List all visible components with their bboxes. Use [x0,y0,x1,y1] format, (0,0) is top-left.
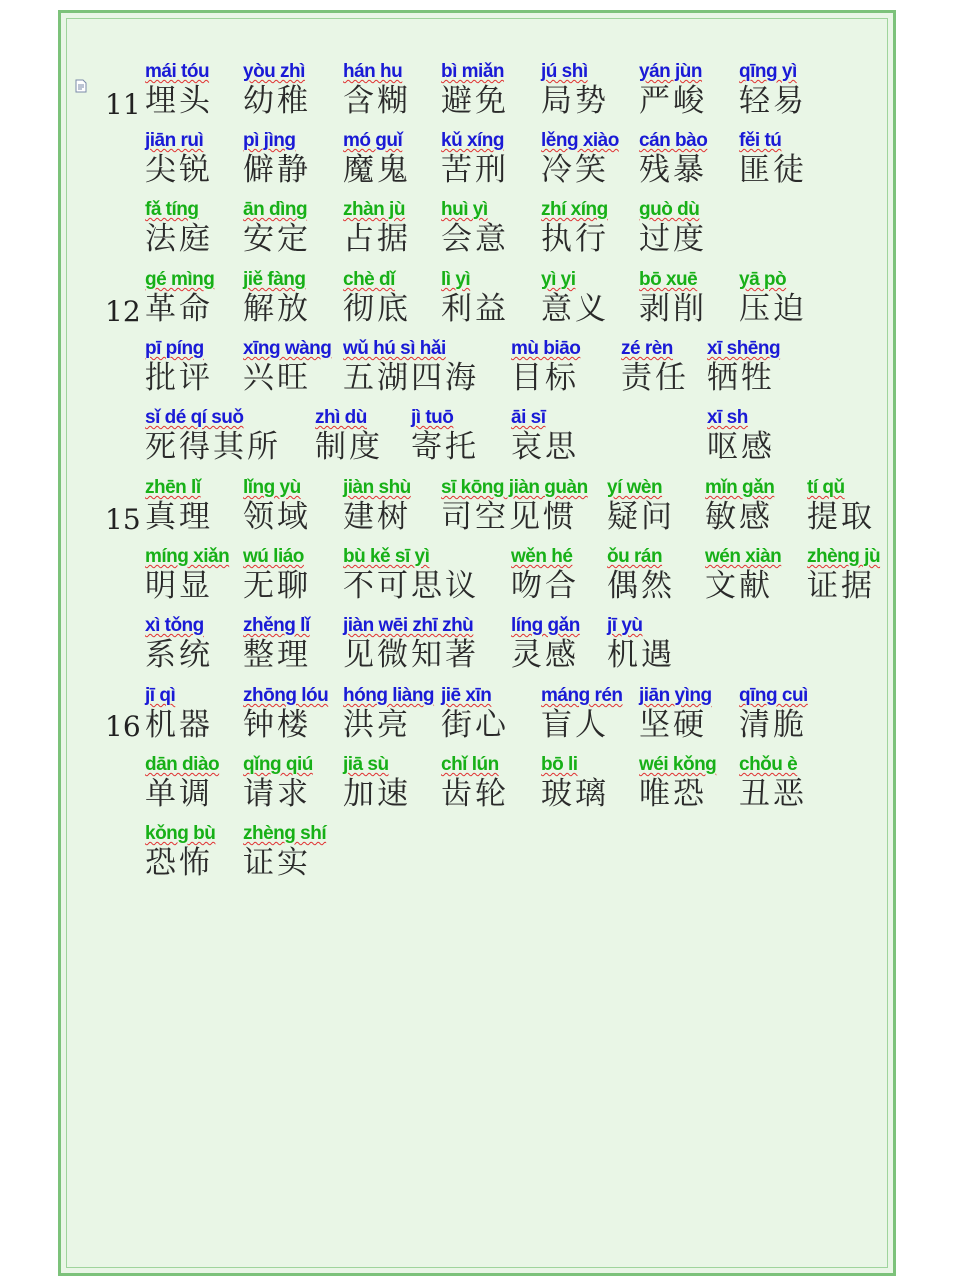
hanzi: 残暴 [639,152,707,188]
vocab-word [243,338,331,396]
vocab-word [541,269,609,327]
vocab-word [511,615,580,673]
hanzi: 占据 [343,221,411,257]
pinyin: dān diào [145,754,220,775]
pinyin: qǐng qiú [243,754,313,775]
vocab-word [707,338,780,396]
hanzi: 唯恐 [639,776,707,812]
hanzi: 加速 [343,776,411,812]
hanzi: 冷笑 [541,152,609,188]
hanzi: 彻底 [343,291,411,327]
hanzi: 法庭 [145,221,213,257]
hanzi: 钟楼 [243,707,311,743]
pinyin: hóng liàng [343,685,435,706]
vocab-word [739,269,807,327]
hanzi: 偶然 [607,568,675,604]
pinyin: yā pò [739,269,787,290]
vocab-word [343,546,479,604]
hanzi: 死得其所 [145,429,281,465]
hanzi: 真理 [145,499,213,535]
vocab-word [343,615,479,673]
pinyin: máng rén [541,685,623,706]
vocab-word [145,546,229,604]
vocab-word [441,477,588,535]
hanzi: 系统 [145,637,213,673]
vocabulary-sheet [58,10,896,1276]
pinyin: āi sī [511,407,546,428]
hanzi: 解放 [243,291,311,327]
hanzi: 文献 [705,568,773,604]
hanzi: 避免 [441,83,509,119]
hanzi: 疑问 [607,499,675,535]
hanzi: 齿轮 [441,776,509,812]
pinyin: zhèng shí [243,823,327,844]
hanzi: 单调 [145,776,213,812]
hanzi: 局势 [541,83,609,119]
hanzi: 证实 [243,845,311,881]
vocab-word [145,754,219,812]
vocab-word [243,199,311,257]
pinyin: lǐng yù [243,477,301,498]
vocab-word [145,407,281,465]
pinyin: zhēn lǐ [145,477,201,498]
pinyin: huì yì [441,199,488,220]
vocab-word [145,199,213,257]
vocab-word [243,269,311,327]
hanzi: 剥削 [639,291,707,327]
hanzi: 意义 [541,291,609,327]
hanzi: 寄托 [411,429,479,465]
vocab-word [343,199,411,257]
pinyin: mù biāo [511,338,581,359]
document-icon [75,79,87,93]
hanzi: 呕感 [707,429,775,465]
vocab-word [243,130,311,188]
pinyin: kǒng bù [145,823,216,844]
pinyin: zhěng lǐ [243,615,310,636]
vocab-word [243,685,328,743]
hanzi: 敏感 [705,499,773,535]
pinyin: gé mìng [145,269,215,290]
vocab-word [607,615,675,673]
pinyin: yí wèn [607,477,663,498]
pinyin: fěi tú [739,130,782,151]
pinyin: chǐ lún [441,754,499,775]
vocab-word [343,338,479,396]
hanzi: 魔鬼 [343,152,411,188]
pinyin: chè dǐ [343,269,395,290]
pinyin: yòu zhì [243,61,305,82]
vocab-word [343,130,411,188]
vocab-word [243,61,311,119]
vocab-word [145,685,213,743]
hanzi: 机遇 [607,637,675,673]
pinyin: jiàn shù [343,477,411,498]
pinyin: yán jùn [639,61,703,82]
pinyin: líng gǎn [511,615,580,636]
hanzi: 含糊 [343,83,411,119]
pinyin: kǔ xíng [441,130,505,151]
pinyin: mǐn gǎn [705,477,775,498]
hanzi: 责任 [621,360,689,396]
hanzi: 洪亮 [343,707,411,743]
hanzi: 安定 [243,221,311,257]
hanzi: 轻易 [739,83,807,119]
pinyin: tí qǔ [807,477,845,498]
pinyin: jiàn wēi zhī zhù [343,615,474,636]
pinyin: mái tóu [145,61,210,82]
vocab-word [145,615,213,673]
hanzi: 过度 [639,221,707,257]
pinyin: xī sh [707,407,748,428]
pinyin: bì miǎn [441,61,505,82]
vocab-word [145,338,213,396]
pinyin: jī yù [607,615,643,636]
pinyin: lěng xiào [541,130,619,151]
hanzi: 灵感 [511,637,579,673]
vocab-word [441,199,509,257]
vocab-word [739,61,807,119]
pinyin: pī píng [145,338,204,359]
pinyin: zhōng lóu [243,685,329,706]
vocab-word [145,823,215,881]
pinyin: zhèng jù [807,546,881,567]
hanzi: 僻静 [243,152,311,188]
section-number-12: 12 [105,295,141,328]
vocab-word [343,269,411,327]
section-number-11: 11 [105,88,141,121]
vocab-word [607,477,675,535]
pinyin: ān dìng [243,199,308,220]
hanzi: 牺牲 [707,360,775,396]
pinyin: yì yi [541,269,576,290]
hanzi: 清脆 [739,707,807,743]
vocab-word [639,685,712,743]
pinyin: mó guǐ [343,130,403,151]
vocab-word [639,269,707,327]
pinyin: jiē xīn [441,685,492,706]
hanzi: 严峻 [639,83,707,119]
pinyin: xì tǒng [145,615,204,636]
vocab-word [739,685,808,743]
pinyin: zhàn jù [343,199,405,220]
hanzi: 玻璃 [541,776,609,812]
vocab-word [511,546,579,604]
pinyin: zhí xíng [541,199,608,220]
hanzi: 幼稚 [243,83,311,119]
hanzi: 革命 [145,291,213,327]
vocab-word [411,407,479,465]
hanzi: 盲人 [541,707,609,743]
vocab-word [621,338,689,396]
pinyin: jiān yìng [639,685,712,706]
pinyin: wén xiàn [705,546,782,567]
hanzi: 哀思 [511,429,579,465]
hanzi: 请求 [243,776,311,812]
vocab-word [639,130,707,188]
hanzi: 提取 [807,499,875,535]
pinyin: fǎ tíng [145,199,199,220]
hanzi: 无聊 [243,568,311,604]
vocab-word [541,754,609,812]
section-number-16: 16 [105,710,141,743]
pinyin: jī qì [145,685,176,706]
vocab-word [705,477,774,535]
vocab-word [343,685,434,743]
vocab-word [243,546,311,604]
pinyin: hán hu [343,61,403,82]
hanzi: 五湖四海 [343,360,479,396]
hanzi: 建树 [343,499,411,535]
pinyin: pì jìng [243,130,296,151]
vocab-word [145,130,213,188]
pinyin: ǒu rán [607,546,663,567]
pinyin: jì tuō [411,407,454,428]
pinyin: guò dù [639,199,700,220]
vocab-word [807,477,875,535]
pinyin: qīng cuì [739,685,808,706]
pinyin: jiā sù [343,754,389,775]
vocab-word [607,546,675,604]
vocab-word [739,754,807,812]
hanzi: 会意 [441,221,509,257]
pinyin: chǒu è [739,754,798,775]
pinyin: sī kōng jiàn guàn [441,477,588,498]
vocab-word [541,61,609,119]
pinyin: zhì dù [315,407,367,428]
hanzi: 利益 [441,291,509,327]
pinyin: bō xuē [639,269,698,290]
vocab-word [441,754,509,812]
hanzi: 机器 [145,707,213,743]
vocab-word [343,61,411,119]
pinyin: jiě fàng [243,269,306,290]
hanzi: 街心 [441,707,509,743]
vocab-word [511,407,579,465]
vocab-word [243,477,311,535]
vocab-word [541,685,623,743]
vocab-word [511,338,580,396]
pinyin: wú liáo [243,546,304,567]
pinyin: jú shì [541,61,588,82]
pinyin: qīng yì [739,61,797,82]
vocab-word [639,199,707,257]
pinyin: bù kě sī yì [343,546,430,567]
vocab-word [441,685,509,743]
section-number-15: 15 [105,503,141,536]
vocab-word [315,407,383,465]
hanzi: 制度 [315,429,383,465]
hanzi: 明显 [145,568,213,604]
hanzi: 领域 [243,499,311,535]
vocab-word [243,615,311,673]
vocab-word [639,754,716,812]
vocab-word [145,477,213,535]
hanzi: 不可思议 [343,568,479,604]
hanzi: 司空见惯 [441,499,577,535]
pinyin: bō li [541,754,578,775]
hanzi: 苦刑 [441,152,509,188]
pinyin: sǐ dé qí suǒ [145,407,244,428]
vocab-word [441,269,509,327]
pinyin: jiān ruì [145,130,204,151]
hanzi: 压迫 [739,291,807,327]
vocab-word [639,61,707,119]
vocab-word [343,754,411,812]
hanzi: 批评 [145,360,213,396]
vocab-word [441,130,509,188]
vocab-word [707,407,775,465]
pinyin: cán bào [639,130,708,151]
vocab-word [343,477,411,535]
hanzi: 埋头 [145,83,213,119]
vocab-word [441,61,509,119]
hanzi: 目标 [511,360,579,396]
hanzi: 证据 [807,568,875,604]
hanzi: 吻合 [511,568,579,604]
hanzi: 执行 [541,221,609,257]
vocab-word [243,823,326,881]
pinyin: zé rèn [621,338,673,359]
hanzi: 丑恶 [739,776,807,812]
hanzi: 坚硬 [639,707,707,743]
hanzi: 匪徒 [739,152,807,188]
hanzi: 尖锐 [145,152,213,188]
vocab-word [243,754,313,812]
pinyin: wǔ hú sì hǎi [343,338,446,359]
hanzi: 兴旺 [243,360,311,396]
hanzi: 恐怖 [145,845,213,881]
vocab-word [739,130,807,188]
pinyin: xīng wàng [243,338,332,359]
hanzi: 整理 [243,637,311,673]
vocab-word [145,61,213,119]
pinyin: lì yì [441,269,471,290]
pinyin: wěn hé [511,546,573,567]
pinyin: wéi kǒng [639,754,717,775]
vocab-word [807,546,880,604]
vocab-word [541,130,619,188]
pinyin: míng xiǎn [145,546,230,567]
vocab-word [145,269,214,327]
vocab-word [541,199,609,257]
pinyin: xī shēng [707,338,781,359]
vocab-word [705,546,781,604]
hanzi: 见微知著 [343,637,479,673]
